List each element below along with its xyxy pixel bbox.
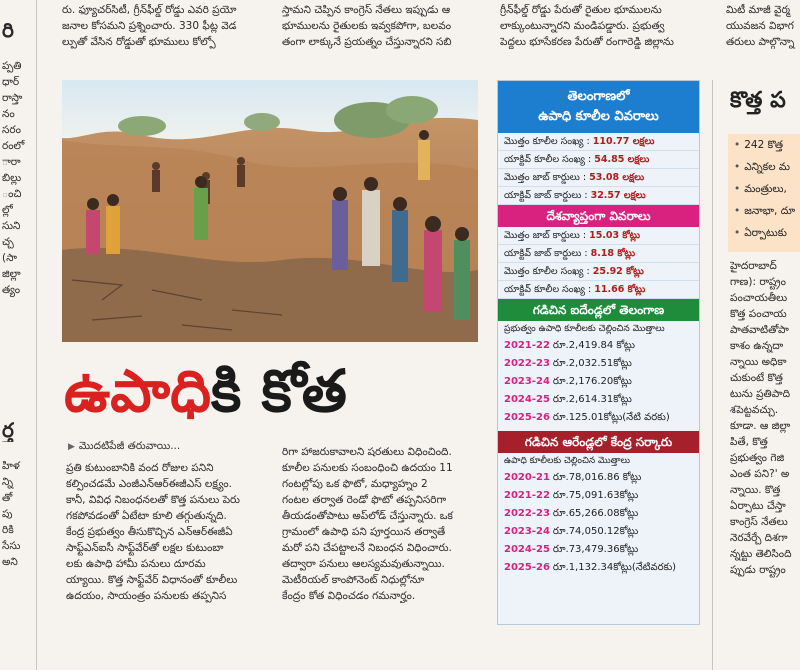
national-section-title: దేశవ్యాప్తంగా వివరాలు (498, 205, 699, 227)
year-amount: రూ.75,091.63కోట్లు (552, 490, 639, 501)
text-line: తద్వారా పనులు ఆలస్యమవుతున్నాయి. (282, 558, 445, 570)
column-rule (36, 0, 37, 670)
year-amount: రూ.2,032.51కోట్లు (552, 358, 632, 369)
right-article-heading: కొత్త ప (730, 88, 786, 113)
text-line: కల్పించడమే ఎంజీఎన్ఆర్ఈజీఎస్ లక్ష్యం. (66, 478, 232, 490)
telangana-years (498, 337, 699, 427)
text-line: రిగా హాజరుకావాలని షరతులు విధించింది. (282, 446, 452, 458)
year-label: 2023-24 (504, 526, 550, 537)
year-label: 2025-26 (504, 412, 550, 423)
kicker (68, 440, 180, 455)
stat-row (498, 281, 699, 299)
text-line: గకపోవడంతో ఏటేటా కూలి తగ్గుతున్నది. (66, 510, 227, 522)
stat-row (498, 187, 699, 205)
stat-label: యాక్టివ్ జాబ్ కార్డులు : (504, 190, 591, 201)
year-row (498, 559, 699, 577)
triangle-arrow-icon: ▶ (68, 442, 75, 452)
text-line: న్నాయి. కొత్త (730, 484, 781, 496)
stat-value: 15.03 కోట్లు (589, 230, 641, 241)
bullet-icon: • (734, 227, 741, 239)
text-line: పంచాయతీలు (730, 292, 788, 304)
stat-label: మొత్తం జాబ్ కార్డులు : (504, 230, 590, 241)
text-line: కూడా. ఆ జిల్లా (730, 420, 791, 432)
text-line: కొత్త పంచాయ (730, 308, 787, 320)
text-line: స్తామని చెప్పిన కాంగ్రెస్ నేతలు ఇప్పుడు ఆ (282, 4, 451, 16)
centre-years (498, 469, 699, 577)
text-line: కానీ, వివిధ నిబంధనలతో కొత్త పనులు పెరు (66, 494, 240, 506)
text-line: రు. ఫ్యూచర్‌సిటీ, గ్రీన్‌ఫీల్డ్ రోడ్డు ఎవరి ప్రయో (62, 4, 237, 16)
text-line: హిళ (2, 460, 20, 472)
bullet-icon: • (734, 161, 741, 173)
year-row (498, 469, 699, 487)
text-line: ఏర్పాటు చేస్తా (730, 500, 786, 512)
stat-label: యాక్టివ్ కూలీల సంఖ్య : (504, 284, 595, 295)
text-line: మరో పని చేపట్టాలనే నిబంధన విధించారు. (282, 542, 452, 554)
text-line: పు (2, 508, 13, 520)
stat-row (498, 133, 699, 151)
stat-value: 32.57 లక్షలు (590, 190, 646, 201)
kicker-text: మొదటిపేజీ తరువాయి... (78, 440, 181, 452)
year-row (498, 337, 699, 355)
text-line: యువజన విభాగ (726, 20, 794, 32)
bullet-text: ఏర్పాటుకు (744, 227, 787, 239)
stat-label: మొత్తం జాబ్ కార్డులు : (504, 172, 590, 183)
article-photo (62, 80, 478, 342)
year-label: 2024-25 (504, 544, 550, 555)
stat-row (498, 151, 699, 169)
bullet-text: 242 కొత్త (744, 139, 784, 151)
stat-label: యాక్టివ్ జాబ్ కార్డులు : (504, 248, 591, 259)
text-line: చుకుంటే కొత్త (730, 372, 783, 384)
text-line: టును ప్రతిపాది (730, 388, 790, 400)
bullet-text: ఎన్నికల మ (744, 161, 790, 173)
stat-value: 110.77 లక్షలు (592, 136, 655, 147)
info-box-title-line2: ఉపాధి కూలీల వివరాలు (538, 109, 659, 124)
right-article-text (730, 258, 800, 578)
bullet-icon: • (734, 139, 741, 151)
bullet-text: మంత్రులు, (744, 183, 787, 195)
text-line: ప్పతి (2, 60, 22, 72)
highlight-bullet (728, 200, 800, 222)
year-row (498, 355, 699, 373)
top-text-col3 (500, 2, 702, 50)
national-stats (498, 227, 699, 299)
text-line: ఉదయం, సాయంత్రం పనులకు తప్పనిస (66, 590, 227, 602)
text-line: గ్రీన్‌ఫీల్డ్ రోడ్డు పేరుతో రైతుల భూములను (500, 4, 662, 16)
text-line: ప్రతి కుటుంబానికి వంద రోజుల పనిని (66, 462, 214, 474)
text-line: బిల్లు (2, 172, 22, 184)
text-line: తీయడంతోపాటు అప్‌లోడ్ చేస్తున్నారు. ఒక (282, 510, 453, 522)
text-line: న్నట్టు తెలిసింది (730, 548, 792, 560)
top-text-col4 (726, 2, 800, 50)
text-line: సేసు (2, 540, 21, 552)
stat-row (498, 169, 699, 187)
year-amount: రూ.1,132.34కోట్లు(నేటివరకు) (552, 562, 677, 573)
text-line: సాఫ్ట్‌ఎన్ఐసీ సాఫ్ట్‌వేర్‌తో లక్షల కుటుంబా (66, 542, 224, 554)
bullet-text: జనాభా, దూ (744, 205, 796, 217)
column-rule-right (712, 80, 713, 670)
stat-label: యాక్టివ్ కూలీల సంఖ్య : (504, 154, 595, 165)
text-line: నెరవేర్చే దిశగా (730, 532, 788, 544)
year-label: 2023-24 (504, 376, 550, 387)
year-row (498, 391, 699, 409)
text-line: గ్రామంలో ఉపాధి పని పూర్తయిన తర్వాతే (282, 526, 446, 538)
text-line: రికి (2, 524, 14, 536)
text-line: మిటీ మాజీ వైర్మ (726, 4, 791, 16)
year-amount: రూ.74,050.12కోట్లు (552, 526, 639, 537)
stat-label: మొత్తం కూలీల సంఖ్య : (504, 266, 593, 277)
body-text-col1 (66, 460, 272, 604)
text-line: నం (2, 108, 15, 120)
highlight-bullet (728, 178, 800, 200)
year-row (498, 523, 699, 541)
info-box (497, 80, 700, 625)
year-label: 2025-26 (504, 562, 550, 573)
text-line: జనాల కోసమని ప్రశ్నించారు. 330 ఫీట్ల వెడ (62, 20, 237, 32)
right-highlights-box (728, 134, 800, 252)
text-line: ారా (2, 156, 21, 168)
text-line: ప్పుడు రాష్ట్రం (730, 564, 786, 576)
stat-value: 25.92 కోట్లు (592, 266, 644, 277)
text-line: రంలో (2, 140, 25, 152)
text-line: తంగా లాక్కునే ప్రయత్నం చేస్తున్నారని సబి (282, 36, 452, 48)
text-line: సరం (2, 124, 21, 136)
top-text-col1 (62, 2, 272, 50)
workers-field-image (62, 80, 478, 342)
stat-row (498, 263, 699, 281)
text-line: ల్పుతో వేసిన రోడ్డుతో భూములు కోల్పో (62, 36, 216, 48)
headline-part1: ఉపాధి (64, 357, 212, 425)
text-line: కేంద్రం కోత విధించడం గమనార్హం. (282, 590, 416, 602)
telangana-section-title: గడిచిన ఐదేండ్లలో తెలంగాణ (498, 299, 699, 321)
body-text-col2 (282, 444, 482, 604)
text-line: భూములను రైతులకు ఇవ్వకపోగా, బలవం (282, 20, 452, 32)
text-line: లకు ఉపాధి హామీ పనులు దూరమ (66, 558, 206, 570)
text-line: చ్చ (2, 236, 14, 248)
text-line: య్యాయి. కొత్త సాఫ్ట్‌వేర్ విధానంతో కూలీలు (66, 574, 238, 586)
state-stats (498, 133, 699, 205)
text-line: గాణ): రాష్ట్రం (730, 276, 786, 288)
left-edge-heading: రి (2, 18, 14, 42)
text-line: అని (2, 556, 18, 568)
bullet-icon: • (734, 183, 741, 195)
headline-part2: కి కోత (211, 357, 347, 425)
text-line: న్ని (2, 476, 13, 488)
text-line: త్యం (2, 284, 21, 296)
year-row (498, 409, 699, 427)
info-box-title (498, 81, 699, 133)
year-label: 2022-23 (504, 358, 550, 369)
year-row (498, 487, 699, 505)
text-line: హైదరాబాద్ (730, 260, 777, 272)
stat-row (498, 227, 699, 245)
text-line: ఎంత పని?' అ (730, 468, 790, 480)
text-line: ప్రభుత్వం గెజి (730, 452, 785, 464)
text-line: పితే, కొత్త (730, 436, 768, 448)
year-amount: రూ.2,176.20కోట్లు (552, 376, 632, 387)
text-line: శపెట్టవచ్చు. (730, 404, 779, 416)
text-line: పాతవాటితోపా (730, 324, 789, 336)
telangana-subtitle: ప్రభుత్వం ఉపాధి కూలీలకు చెల్లించిన మొత్తాలు (504, 324, 665, 334)
text-line: ంచి (2, 188, 22, 200)
highlight-bullet (728, 222, 800, 244)
bullet-icon: • (734, 205, 741, 217)
year-row (498, 541, 699, 559)
year-amount: రూ.125.01కోట్లు(నేటి వరకు) (552, 412, 670, 423)
stat-label: మొత్తం కూలీల సంఖ్య : (504, 136, 593, 147)
year-row (498, 505, 699, 523)
year-label: 2024-25 (504, 394, 550, 405)
stat-value: 53.08 లక్షలు (589, 172, 645, 183)
text-line: గంటల్లోపు ఒక ఫొటో, మధ్యాహ్నం 2 (282, 478, 428, 490)
text-line: తో (2, 492, 13, 504)
text-line: (సా (2, 252, 17, 264)
year-amount: రూ.73,479.36కోట్లు (552, 544, 639, 555)
text-line: పెద్దలు భూసేకరణ పేరుతో రంగారెడ్డి జిల్లాను (500, 36, 674, 48)
text-line: సుని (2, 220, 21, 232)
centre-subtitle: ఉపాధి కూలీలకు చెల్లించిన మొత్తాలు (504, 456, 631, 466)
stat-value: 11.66 కోట్లు (594, 284, 646, 295)
year-amount: రూ.2,614.31కోట్లు (552, 394, 632, 405)
year-label: 2020-21 (504, 472, 550, 483)
year-label: 2021-22 (504, 490, 550, 501)
left-edge-text-2 (2, 458, 30, 570)
stat-row (498, 245, 699, 263)
headline (64, 352, 480, 430)
text-line: న్నాయి అధికా (730, 356, 787, 368)
text-line: కాంగ్రెస్ నేతలు (730, 516, 788, 528)
text-line: గంటల తర్వాత రెండో ఫొటో తప్పనిసరిగా (282, 494, 447, 506)
left-edge-text (2, 58, 30, 298)
info-box-title-line1: తెలంగాణలో (567, 89, 630, 104)
top-text-col2 (282, 2, 482, 50)
text-line: ధార్ (2, 76, 20, 88)
year-label: 2021-22 (504, 340, 550, 351)
text-line: ల్లో (2, 204, 13, 216)
text-line: రాస్తా (2, 92, 23, 104)
year-amount: రూ.78,016.86 కోట్లు (552, 472, 642, 483)
text-line: కేంద్ర ప్రభుత్వం తీసుకొచ్చిన ఎన్ఆర్ఈజీఏ (66, 526, 233, 538)
year-amount: రూ.65,266.08కోట్లు (552, 508, 639, 519)
stat-value: 8.18 కోట్లు (590, 248, 635, 259)
text-line: జిల్లా (2, 268, 21, 280)
year-amount: రూ.2,419.84 కోట్లు (552, 340, 635, 351)
highlight-bullet (728, 156, 800, 178)
text-line: లాక్కుంటున్నారని మండిపడ్డారు. ప్రభుత్వ (500, 20, 665, 32)
year-row (498, 373, 699, 391)
text-line: కాశం ఉన్నదా (730, 340, 784, 352)
left-edge-heading-2: ర్త (2, 418, 14, 442)
stat-value: 54.85 లక్షలు (594, 154, 650, 165)
year-label: 2022-23 (504, 508, 550, 519)
text-line: కూలీల పనులకు సంబంధించి ఉదయం 11 (282, 462, 453, 474)
highlight-bullet (728, 134, 800, 156)
text-line: తరులు పాల్గొన్నా (726, 36, 795, 48)
text-line: మెటీరియల్ కాంపోనెంట్ నిధుల్లోనూ (282, 574, 425, 586)
centre-section-title: గడిచిన ఆరేండ్లలో కేంద్ర సర్కారు (498, 431, 699, 453)
